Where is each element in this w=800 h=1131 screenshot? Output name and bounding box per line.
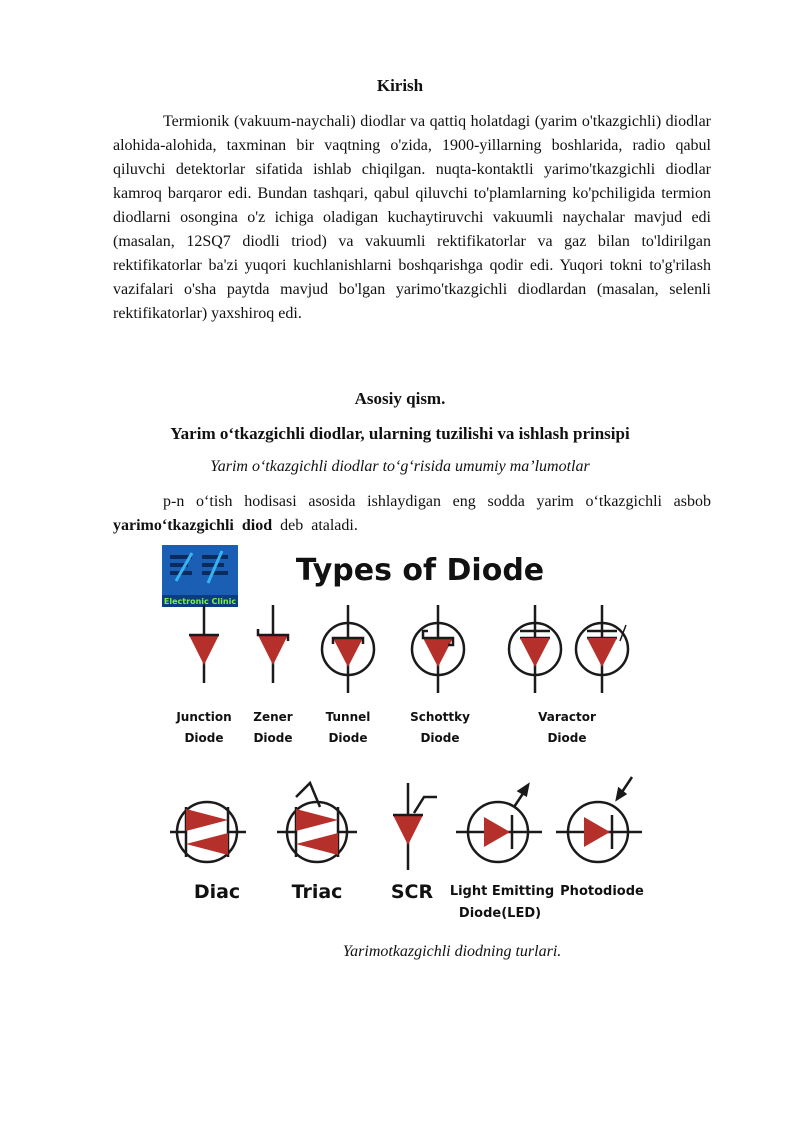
scr-symbol xyxy=(393,783,437,870)
diode-types-svg xyxy=(162,545,652,930)
schottky-diode-symbol xyxy=(412,605,464,693)
diode-types-figure xyxy=(162,545,652,930)
varactor-diode-symbol xyxy=(509,605,561,693)
photodiode-symbol xyxy=(556,777,642,862)
label-schottky-line1: Schottky xyxy=(410,710,470,724)
label-junction-line1: Junction xyxy=(176,710,232,724)
heading-main: Asosiy qism. xyxy=(354,389,446,408)
label-scr: SCR xyxy=(390,881,434,903)
figure-title: Types of Diode xyxy=(295,553,545,588)
definition-paragraph xyxy=(113,490,711,538)
label-tunnel-line2: Diode xyxy=(328,731,368,745)
label-varactor-line1: Varactor xyxy=(538,710,596,724)
varactor-diode-variable-symbol xyxy=(576,605,628,693)
intro-paragraph: Termionik (vakuum-naychali) diodlar va qattiq holatdagi (yarim o'tkazgichli) diodlar alohida-alohida, taxminan bir vaqtning o'zida, 1900-yillarning boshlarida, radio qabul qiluvchi detektorlar sifatida ishlab chiqilgan. nuqta-kontaktli yarimo'tkazgichli diodlar kamroq barqaror edi. Bundan tashqari, qabul qiluvchi to'plamlarning ko'pchiligida termion diodlarni osongina o'z ichiga oladigan kuchaytiruvchi vakuumli naychalar mavjud edi (masalan, 12SQ7 diodli triod) va vakuumli rektifikatorlar va gaz bilan to'ldirilgan rektifikatorlar ba'zi yuqori kuchlanishlarni boshqarishga qodir edi. Yuqori tokni to'g'rilash vazifalari o'sha paytda mavjud bo'lgan yarimo'tkazgichli diodlardan (masalan, selenli rektifikatorlar) yaxshiroq edi. xyxy=(113,113,711,322)
label-varactor-line2: Diode xyxy=(547,731,587,745)
logo-text: Electronic Clinic xyxy=(163,597,237,606)
definition-prefix: p-n o‘tish hodisasi asosida ishlaydigan eng sodda yarim o‘tkazgichli asbob xyxy=(163,493,711,510)
junction-diode-symbol xyxy=(189,605,219,683)
label-zener-line2: Diode xyxy=(253,731,293,745)
zener-diode-symbol xyxy=(258,605,288,683)
tunnel-diode-symbol xyxy=(322,605,374,693)
label-photodiode: Photodiode xyxy=(560,884,644,899)
label-led-line2: Diode(LED) xyxy=(458,906,542,921)
triac-symbol xyxy=(277,783,357,862)
definition-term: yarimo‘tkazgichli diod xyxy=(113,517,273,534)
heading-sub: Yarim o‘tkazgichli diodlar, ularning tuzilishi va ishlash prinsipi xyxy=(170,424,630,443)
label-triac: Triac xyxy=(291,881,343,903)
definition-suffix: deb ataladi. xyxy=(272,517,358,534)
label-diac: Diac xyxy=(193,881,241,903)
led-symbol xyxy=(456,785,542,862)
label-schottky-line2: Diode xyxy=(420,731,460,745)
label-zener-line1: Zener xyxy=(253,710,293,724)
italic-subheading: Yarim o‘tkazgichli diodlar to‘g‘risida umumiy ma’lumotlar xyxy=(210,458,590,475)
diac-symbol xyxy=(170,802,246,862)
heading-intro: Kirish xyxy=(376,76,424,95)
figure-caption: Yarimotkazgichli diodning turlari. xyxy=(342,943,562,960)
label-tunnel-line1: Tunnel xyxy=(325,710,371,724)
label-led-line1: Light Emitting xyxy=(449,884,555,899)
label-junction-line2: Diode xyxy=(184,731,224,745)
electronic-clinic-logo xyxy=(162,545,238,607)
